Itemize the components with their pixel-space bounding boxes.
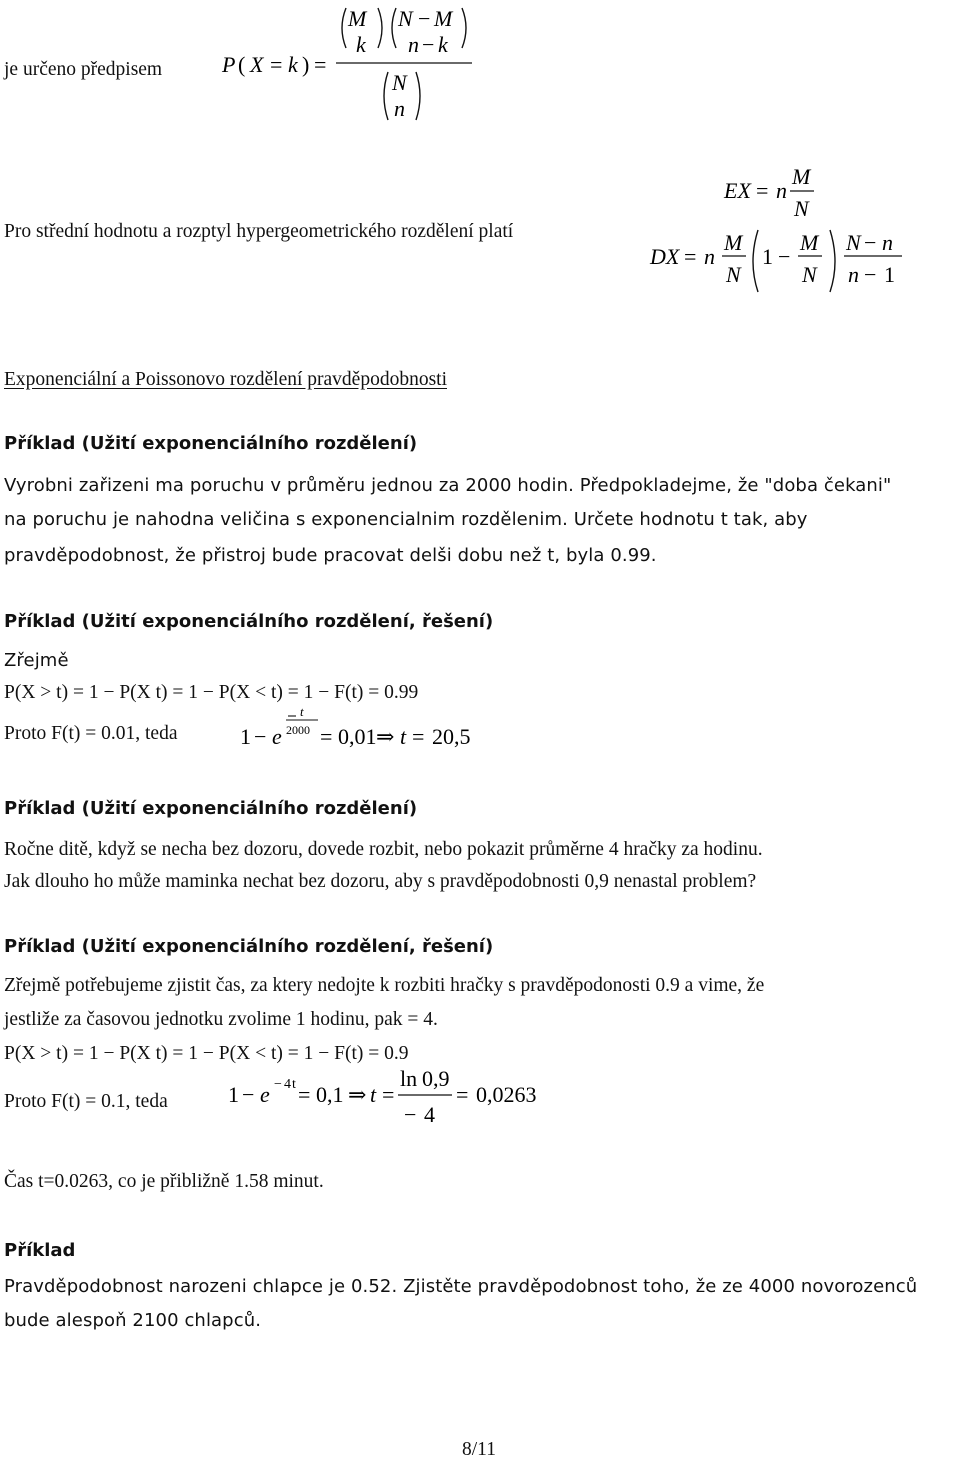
solution2-result: Čas t=0.0263, co je přibližně 1.58 minut. [4, 1171, 324, 1192]
svg-text:X: X [250, 52, 264, 77]
page-number: 8/11 [462, 1439, 496, 1460]
example1-line-3: pravděpodobnost, že přistroj bude pracovat delši dobu než t, byla 0.99. [4, 545, 657, 566]
svg-text:n: n [882, 230, 893, 255]
svg-text:⇒: ⇒ [376, 724, 395, 749]
svg-text:N: N [846, 230, 861, 255]
svg-text:1: 1 [884, 262, 895, 287]
svg-text:1: 1 [240, 724, 251, 749]
example3-heading: Příklad [4, 1240, 76, 1261]
svg-text:k: k [438, 32, 448, 57]
svg-text:k: k [288, 52, 298, 77]
solution2-formula [224, 1062, 554, 1132]
svg-text:=: = [270, 52, 283, 77]
svg-text:n: n [776, 178, 787, 203]
intro-text: je určeno předpisem [4, 59, 163, 80]
svg-text:=: = [382, 1082, 395, 1107]
svg-text:=: = [756, 178, 769, 203]
svg-text:k: k [356, 32, 366, 57]
svg-text:N: N [794, 196, 809, 221]
svg-text:N: N [802, 262, 817, 287]
svg-text:−: − [422, 32, 435, 57]
solution1-line-1: Zřejmě [4, 650, 69, 671]
svg-text:t: t [400, 724, 407, 749]
svg-text:t: t [292, 1077, 296, 1092]
example2-line-1: Ročne ditě, když se necha bez dozoru, dovede rozbit, nebo pokazit průměrne 4 hračky za hodinu. [4, 839, 763, 860]
svg-text:−: − [404, 1102, 417, 1127]
svg-text:t: t [370, 1082, 377, 1107]
svg-text:4: 4 [424, 1102, 435, 1127]
svg-text:=: = [314, 52, 327, 77]
svg-text:0,01: 0,01 [338, 724, 377, 749]
svg-text:1: 1 [228, 1082, 239, 1107]
svg-text:M: M [348, 6, 367, 31]
svg-text:(: ( [238, 52, 246, 77]
svg-text:−: − [864, 262, 877, 287]
svg-text:=: = [684, 244, 697, 269]
svg-text:−: − [418, 6, 431, 31]
svg-text:e: e [260, 1082, 270, 1107]
section-title: Exponenciální a Poissonovo rozdělení pravděpodobnosti [4, 369, 447, 390]
solution1-line-2: P(X > t) = 1 − P(X t) = 1 − P(X < t) = 1 − F(t) = 0.99 [4, 682, 419, 703]
svg-text:DX: DX [650, 244, 680, 269]
svg-text:t: t [300, 704, 304, 719]
svg-text:ln: ln [400, 1066, 418, 1091]
svg-text:e: e [272, 724, 282, 749]
svg-text:M: M [434, 6, 453, 31]
example1-heading: Příklad (Užití exponenciálního rozdělení) [4, 433, 418, 454]
svg-text:20,5: 20,5 [432, 724, 471, 749]
svg-text:=: = [298, 1082, 311, 1107]
example2-line-2: Jak dlouho ho může maminka nechat bez dozoru, aby s pravděpodobnosti 0,9 nenastal problem? [4, 871, 757, 892]
svg-text:M: M [724, 230, 743, 255]
solution1-formula [236, 702, 496, 752]
svg-text:0,9: 0,9 [422, 1066, 450, 1091]
svg-text:n: n [704, 244, 715, 269]
svg-text:n: n [394, 96, 405, 121]
example3-line-1: Pravděpodobnost narozeni chlapce je 0.52. Zjistěte pravděpodobnost toho, že ze 4000 novorozenců [4, 1276, 918, 1297]
svg-text:0,1: 0,1 [316, 1082, 344, 1107]
moments-intro-text: Pro střední hodnotu a rozptyl hypergeometrického rozdělení platí [4, 221, 514, 242]
example1-line-1: Vyrobni zařizeni ma poruchu v průměru jednou za 2000 hodin. Předpokladejme, že "doba čekani" [4, 475, 892, 496]
svg-text:⇒: ⇒ [348, 1082, 367, 1107]
svg-text:n: n [408, 32, 419, 57]
svg-text:=: = [456, 1082, 469, 1107]
svg-text:N: N [726, 262, 741, 287]
mean-variance-formulas [640, 160, 910, 295]
solution1-line-3: Proto F(t) = 0.01, teda [4, 723, 178, 744]
solution2-heading: Příklad (Užití exponenciálního rozdělení, řešení) [4, 936, 494, 957]
svg-text:−: − [778, 244, 791, 269]
svg-text:N: N [392, 70, 407, 95]
svg-text:n: n [848, 262, 859, 287]
svg-text:2000: 2000 [286, 723, 310, 737]
hypergeometric-pmf-formula [220, 0, 490, 130]
solution2-line-3: P(X > t) = 1 − P(X t) = 1 − P(X < t) = 1 − F(t) = 0.9 [4, 1043, 409, 1064]
svg-text:=: = [320, 724, 333, 749]
solution2-line-2: jestliže za časovou jednotku zvolime 1 hodinu, pak = 4. [4, 1009, 438, 1030]
svg-text:0,0263: 0,0263 [476, 1082, 537, 1107]
svg-text:−: − [864, 230, 877, 255]
solution2-line-4: Proto F(t) = 0.1, teda [4, 1091, 168, 1112]
svg-text:1: 1 [762, 244, 773, 269]
svg-text:): ) [302, 52, 310, 77]
svg-text:EX: EX [724, 178, 751, 203]
svg-text:N: N [398, 6, 413, 31]
solution2-line-1: Zřejmě potřebujeme zjistit čas, za ktery nedojte k rozbiti hračky s pravděpodonosti 0.9 a vime, že [4, 975, 765, 996]
svg-text:−: − [242, 1082, 255, 1107]
example2-heading: Příklad (Užití exponenciálního rozdělení) [4, 798, 418, 819]
svg-text:=: = [412, 724, 425, 749]
svg-text:−: − [274, 1077, 282, 1092]
svg-text:M: M [800, 230, 819, 255]
svg-text:M: M [792, 164, 811, 189]
example3-line-2: bude alespoň 2100 chlapců. [4, 1310, 262, 1331]
svg-text:4: 4 [284, 1077, 291, 1092]
svg-text:−: − [254, 724, 267, 749]
svg-text:P: P [222, 52, 236, 77]
solution1-heading: Příklad (Užití exponenciálního rozdělení, řešení) [4, 611, 494, 632]
example1-line-2: na poruchu je nahodna veličina s exponencialnim rozdělenim. Určete hodnotu t tak, aby [4, 509, 808, 530]
